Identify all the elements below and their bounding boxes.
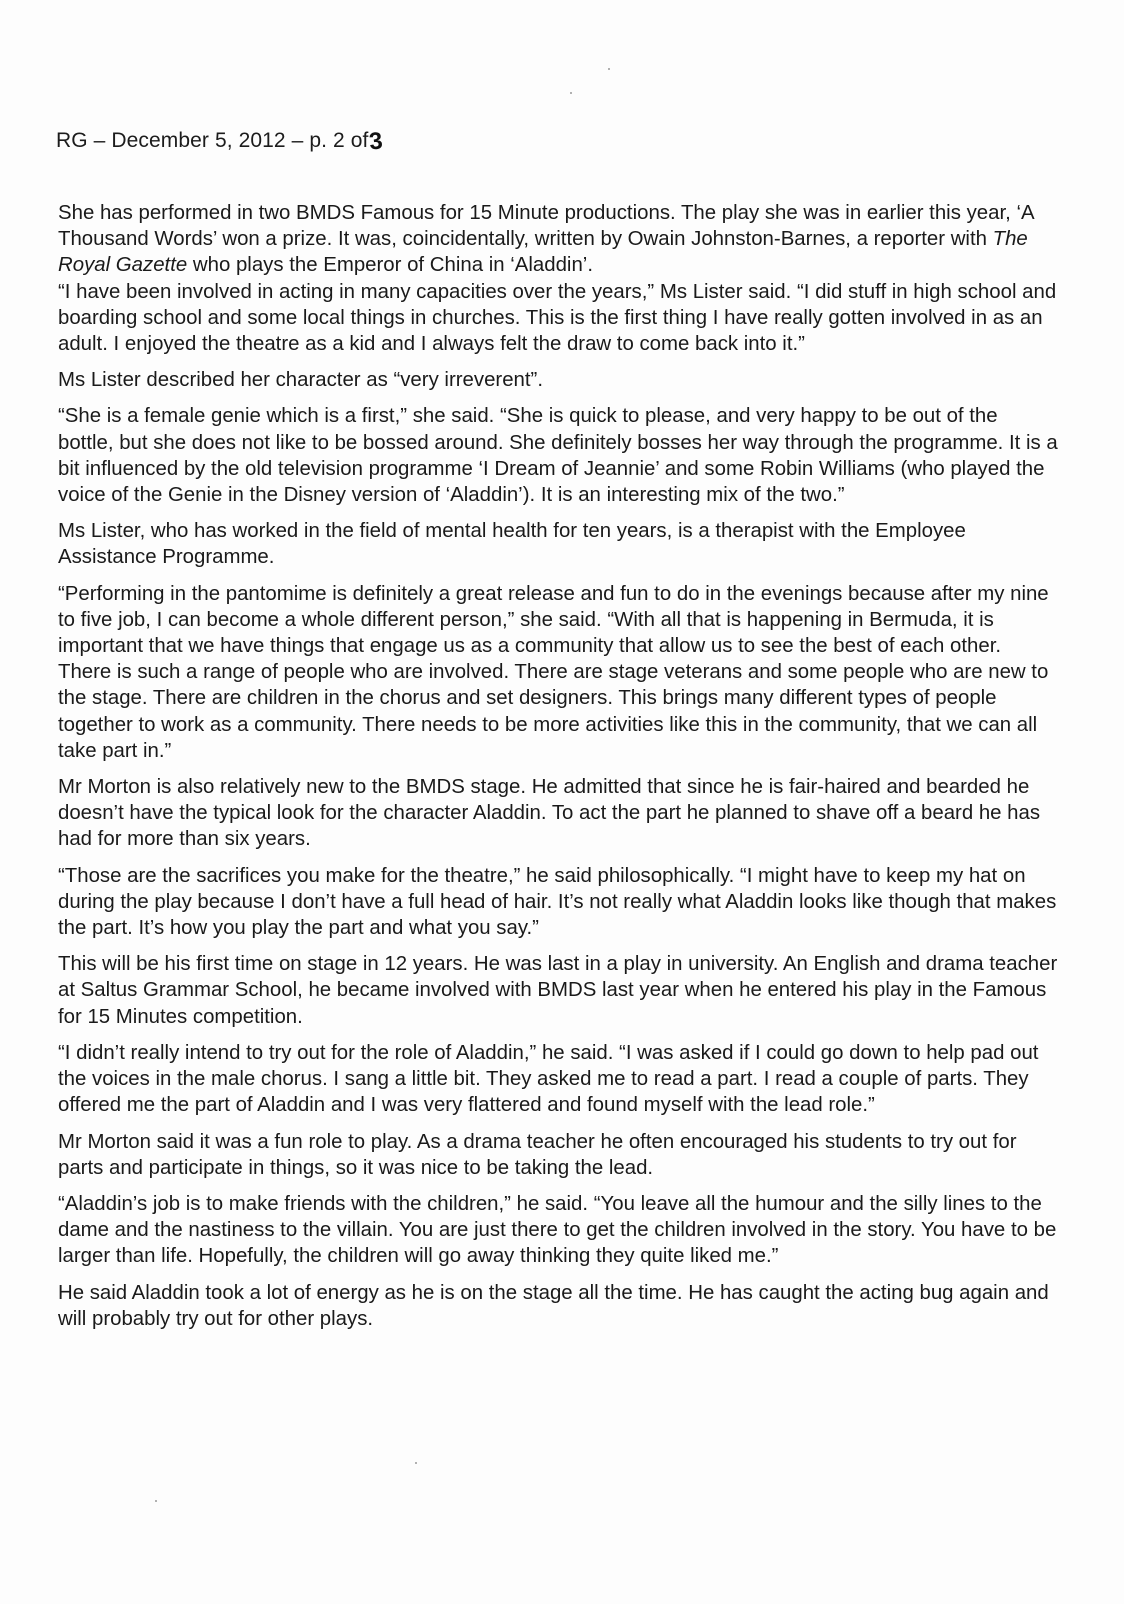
paragraph: “Performing in the pantomime is definitely a great release and fun to do in the evenings because after my nine to five job, I can become a whole different person,” she said. “With all that is happening in Bermuda, it is important that we have things that engage us as a community that allow us to see the best of each other. There is such a range of people who are involved. There are stage veterans and some people who are new to the stage. There are children in the chorus and set designers. This brings many different types of people together to work as a community. There needs to be more activities like this in the community, that we can all take part in.”: [58, 582, 1049, 762]
paragraph: “She is a female genie which is a first,” she said. “She is quick to please, and very happy to be out of the bottle, but she does not like to be bossed around. She definitely bosses her way through the programme. It is a bit influenced by the old television programme ‘I Dream of Jeannie’ and some Robin Williams (who played the voice of the Genie in the Disney version of ‘Aladdin’). It is an interesting mix of the two.”: [58, 405, 1058, 507]
paragraph: This will be his first time on stage in 12 years. He was last in a play in university. An English and drama teacher at Saltus Grammar School, he became involved with BMDS last year when he entered his play in the Famous for 15 Minutes competition.: [58, 953, 1058, 1028]
page-header: [56, 126, 383, 154]
paragraph: “Those are the sacrifices you make for the theatre,” he said philosophically. “I might have to keep my hat on during the play because I don’t have a full head of hair. It’s not really what Aladdin looks like though that makes the part. It’s how you play the part and what you say.”: [58, 864, 1057, 940]
scan-speck: [415, 1462, 417, 1464]
header-text: RG – December 5, 2012 – p. 2 of: [56, 129, 369, 152]
paragraph: “I have been involved in acting in many capacities over the years,” Ms Lister said. “I did stuff in high school and boarding school and some local things in churches. This is the first thing I have really gotten involved in as an adult. I enjoyed the theatre as a kid and I always felt the draw to come back into it.”: [58, 280, 1057, 356]
scan-speck: [155, 1500, 157, 1502]
paragraph: Ms Lister described her character as “very irreverent”.: [58, 369, 544, 392]
handwritten-page-total: 3: [368, 127, 385, 156]
paragraph: He said Aladdin took a lot of energy as he is on the stage all the time. He has caught the acting bug again and will probably try out for other plays.: [58, 1281, 1049, 1330]
paragraph: “Aladdin’s job is to make friends with the children,” he said. “You leave all the humour and the silly lines to the dame and the nastiness to the villain. You are just there to get the children involved in the story. You have to be larger than life. Hopefully, the children will go away thinking they quite liked me.”: [58, 1192, 1057, 1268]
article-body: [58, 200, 1058, 1342]
paragraph: [58, 200, 1058, 279]
scan-speck: [570, 92, 572, 94]
paragraph: “I didn’t really intend to try out for the role of Aladdin,” he said. “I was asked if I could go down to help pad out the voices in the male chorus. I sang a little bit. They asked me to read a part. I read a couple of parts. They offered me the part of Aladdin and I was very flattered and found myself with the lead role.”: [58, 1041, 1039, 1117]
paragraph: Mr Morton said it was a fun role to play. As a drama teacher he often encouraged his students to try out for parts and participate in things, so it was nice to be taking the lead.: [58, 1130, 1017, 1179]
paragraph: Mr Morton is also relatively new to the BMDS stage. He admitted that since he is fair-haired and bearded he doesn’t have the typical look for the character Aladdin. To act the part he planned to shave off a beard he has had for more than six years.: [58, 776, 1041, 851]
paragraph: Ms Lister, who has worked in the field of mental health for ten years, is a therapist with the Employee Assistance Programme.: [58, 520, 966, 569]
publication-name: The Royal Gazette: [58, 228, 1028, 277]
paragraph-text: who plays the Emperor of China in ‘Aladdin’.: [187, 254, 593, 277]
paragraph-text: She has performed in two BMDS Famous for 15 Minute productions. The play she was in earlier this year, ‘A Thousand Words’ won a prize. It was, coincidentally, written by Owain Johnston-Barnes, a reporter with: [58, 202, 1034, 251]
scan-speck: [608, 68, 610, 70]
